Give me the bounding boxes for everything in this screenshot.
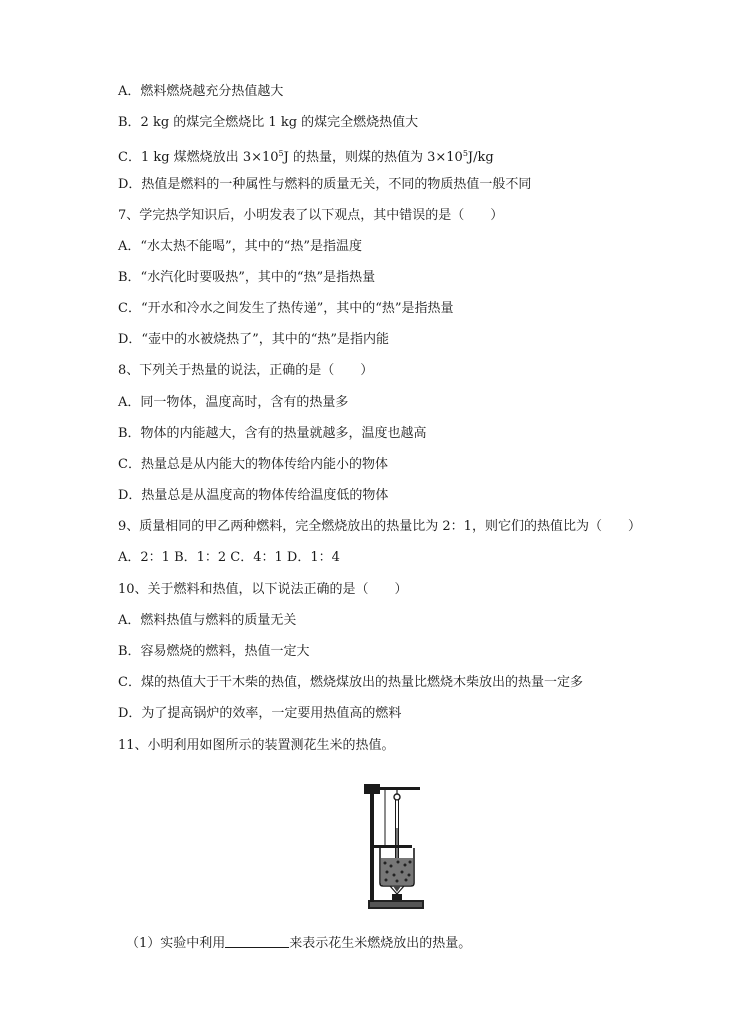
apparatus-figure bbox=[350, 778, 432, 918]
thermometer-clip bbox=[394, 794, 400, 800]
clamp-arm bbox=[372, 787, 420, 790]
q10-option-a: A．燃料热值与燃料的质量无关 bbox=[118, 613, 297, 628]
q7-option-a: A．“水太热不能喝”，其中的“热”是指温度 bbox=[118, 239, 362, 254]
q8-option-b: B．物体的内能越大，含有的热量就越多，温度也越高 bbox=[118, 426, 427, 441]
peanut-holder bbox=[392, 894, 402, 900]
q6-c-text-1: C．1 kg 煤燃烧放出 3×10 bbox=[118, 150, 279, 165]
q11-sub1-text-2: 来表示花生米燃烧放出的热量。 bbox=[289, 936, 472, 951]
q8-option-c: C．热量总是从内能大的物体传给内能小的物体 bbox=[118, 457, 388, 472]
q6-option-c bbox=[118, 146, 494, 166]
q9-stem: 9、质量相同的甲乙两种燃料，完全燃烧放出的热量比为 2：1，则它们的热值比为（ ） bbox=[118, 519, 641, 534]
q10-option-d: D．为了提高锅炉的效率，一定要用热值高的燃料 bbox=[118, 706, 402, 721]
q6-option-b: B．2 kg 的煤完全燃烧比 1 kg 的煤完全燃烧热值大 bbox=[118, 115, 419, 130]
q10-stem: 10、关于燃料和热值，以下说法正确的是（ ） bbox=[118, 582, 408, 597]
q8-option-d: D．热量总是从温度高的物体传给温度低的物体 bbox=[118, 488, 389, 503]
q7-stem: 7、学完热学知识后，小明发表了以下观点，其中错误的是（ ） bbox=[118, 208, 504, 223]
q8-option-a: A．同一物体，温度高时，含有的热量多 bbox=[118, 395, 349, 410]
q6-option-a: A．燃料燃烧越充分热值越大 bbox=[118, 84, 284, 99]
q6-c-exp-1: 5 bbox=[278, 149, 284, 158]
q6-c-text-3: J/kg bbox=[467, 150, 494, 165]
q7-option-d: D．“壶中的水被烧热了”，其中的“热”是指内能 bbox=[118, 332, 390, 347]
q11-sub1 bbox=[126, 935, 471, 952]
q7-option-b: B．“水汽化时要吸热”，其中的“热”是指热量 bbox=[118, 270, 376, 285]
q9-options: A．2：1 B．1：2 C．4：1 D．1：4 bbox=[118, 550, 340, 565]
answer-blank[interactable] bbox=[225, 935, 289, 948]
stand-base-inner bbox=[370, 902, 422, 907]
q6-c-exp-2: 5 bbox=[462, 149, 468, 158]
q10-option-c: C．煤的热值大于干木柴的热值，燃烧煤放出的热量比燃烧木柴放出的热量一定多 bbox=[118, 675, 583, 690]
q8-stem: 8、下列关于热量的说法，正确的是（ ） bbox=[118, 363, 374, 378]
q11-sub1-text-1: （1）实验中利用 bbox=[126, 936, 226, 951]
q6-c-text-2: J 的热量，则煤的热值为 3×10 bbox=[283, 150, 463, 165]
q6-option-d: D．热值是燃料的一种属性与燃料的质量无关，不同的物质热值一般不同 bbox=[118, 177, 532, 192]
ring-clamp bbox=[372, 845, 412, 848]
q11-stem: 11、小明利用如图所示的装置测花生米的热值。 bbox=[118, 738, 395, 753]
q7-option-c: C．“开水和冷水之间发生了热传递”，其中的“热”是指热量 bbox=[118, 301, 454, 316]
q10-option-b: B．容易燃烧的燃料，热值一定大 bbox=[118, 644, 310, 659]
